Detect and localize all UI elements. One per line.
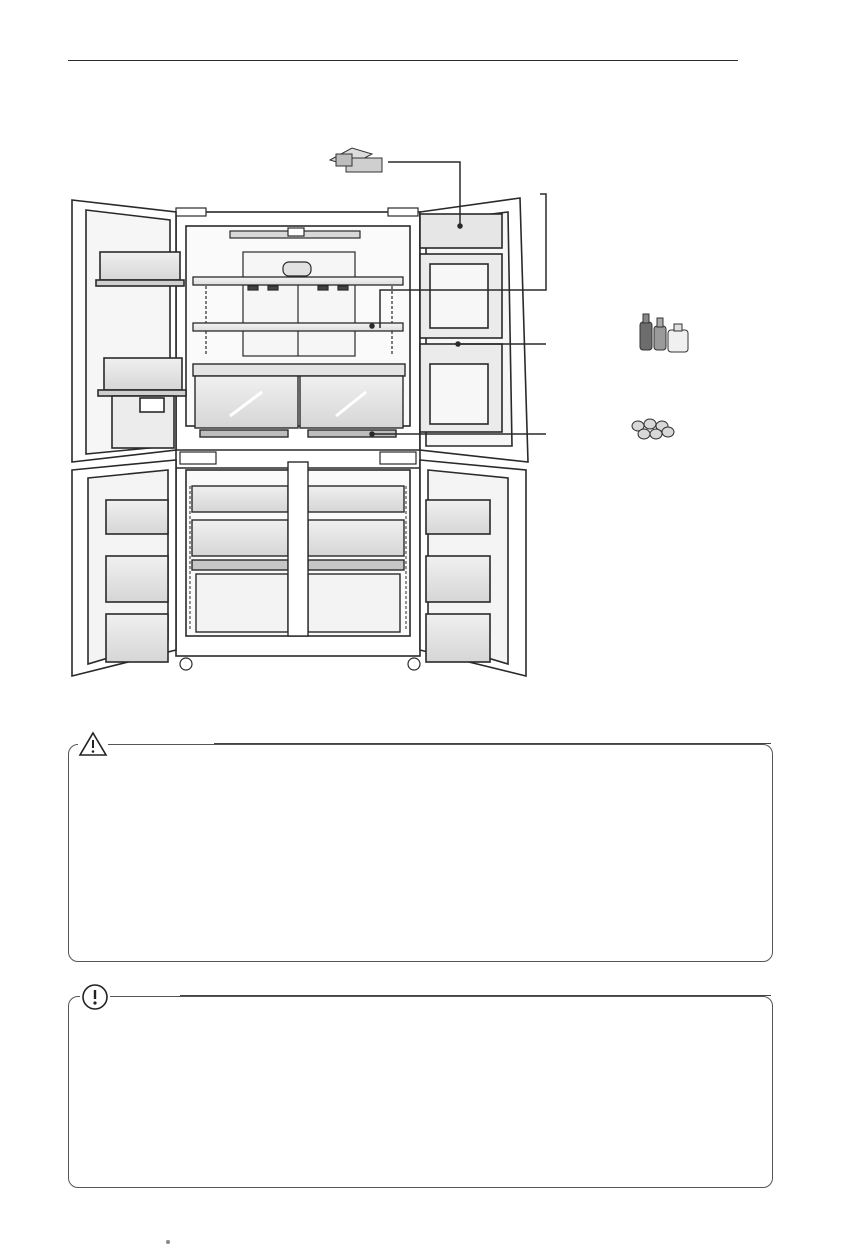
exclamation-circle-icon bbox=[80, 982, 110, 1012]
left-bottom-door bbox=[72, 460, 176, 676]
note-rule bbox=[180, 995, 771, 996]
note-box bbox=[68, 996, 773, 1188]
page-mark bbox=[166, 1240, 170, 1244]
note-body bbox=[87, 1031, 754, 1173]
caution-rule bbox=[214, 743, 771, 744]
note-header bbox=[80, 982, 116, 1012]
cheese-deli-icon bbox=[330, 148, 382, 172]
fridge-shelf-upper bbox=[193, 277, 403, 285]
caution-body bbox=[87, 779, 754, 947]
right-bottom-door bbox=[420, 460, 526, 676]
warning-triangle-icon bbox=[78, 730, 108, 758]
eggs-icon bbox=[632, 419, 674, 439]
right-top-door bbox=[420, 198, 528, 462]
caution-header bbox=[78, 730, 114, 758]
bottles-icon bbox=[640, 314, 688, 352]
caution-box bbox=[68, 744, 773, 962]
left-top-door bbox=[72, 200, 186, 462]
freezer-drawers bbox=[190, 462, 406, 636]
